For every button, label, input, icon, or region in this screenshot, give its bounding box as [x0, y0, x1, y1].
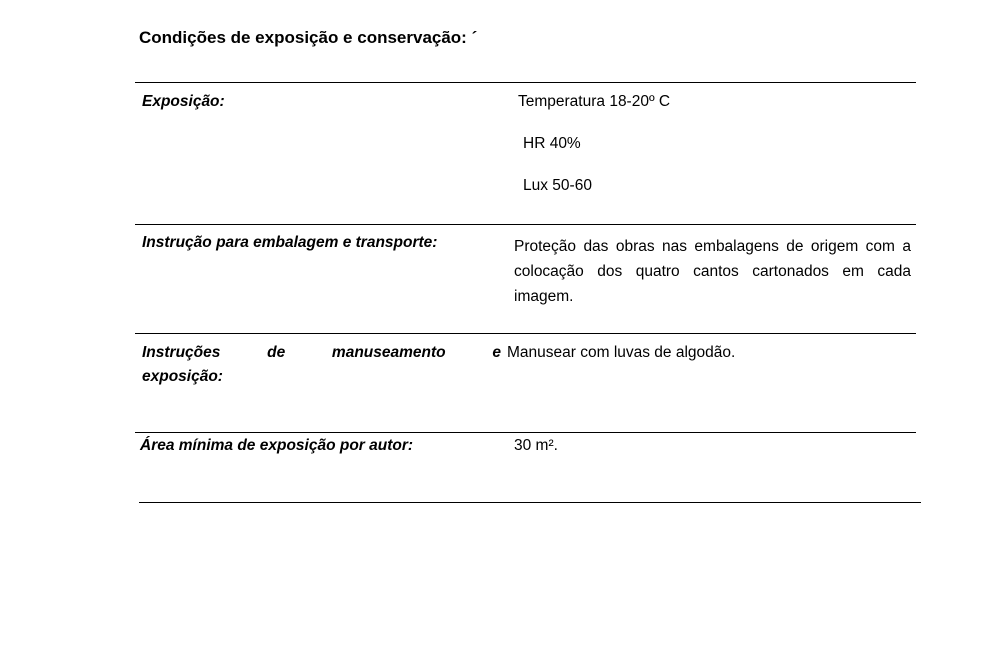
row-label-manuseamento-line2: exposição: [142, 368, 223, 385]
value-area: 30 m². [514, 437, 558, 454]
label-word: Instruções [142, 344, 221, 361]
value-embalagem [514, 234, 911, 309]
value-embalagem-line: imagem. [514, 288, 574, 305]
table-divider [135, 432, 916, 433]
value-lux: Lux 50-60 [523, 177, 592, 194]
label-word: e [492, 344, 501, 361]
section-title: Condições de exposição e conservação: ´ [139, 28, 478, 47]
row-label-manuseamento [142, 344, 501, 362]
row-label-exposicao: Exposição: [142, 93, 225, 110]
row-label-embalagem: Instrução para embalagem e transporte: [142, 234, 438, 251]
value-temperature: Temperatura 18-20º C [518, 93, 671, 110]
value-embalagem-line: Proteção das obras nas embalagens de origem com a [514, 238, 911, 255]
label-word: de [267, 344, 286, 361]
table-divider [139, 502, 921, 503]
table-divider [135, 224, 916, 225]
value-manuseamento: Manusear com luvas de algodão. [507, 344, 736, 361]
value-humidity: HR 40% [523, 135, 581, 152]
table-divider [135, 82, 916, 83]
value-embalagem-line: colocação dos quatro cantos cartonados em cada [514, 263, 911, 280]
label-word: manuseamento [331, 344, 446, 361]
row-label-area: Área mínima de exposição por autor: [140, 437, 414, 454]
table-divider [135, 333, 916, 334]
